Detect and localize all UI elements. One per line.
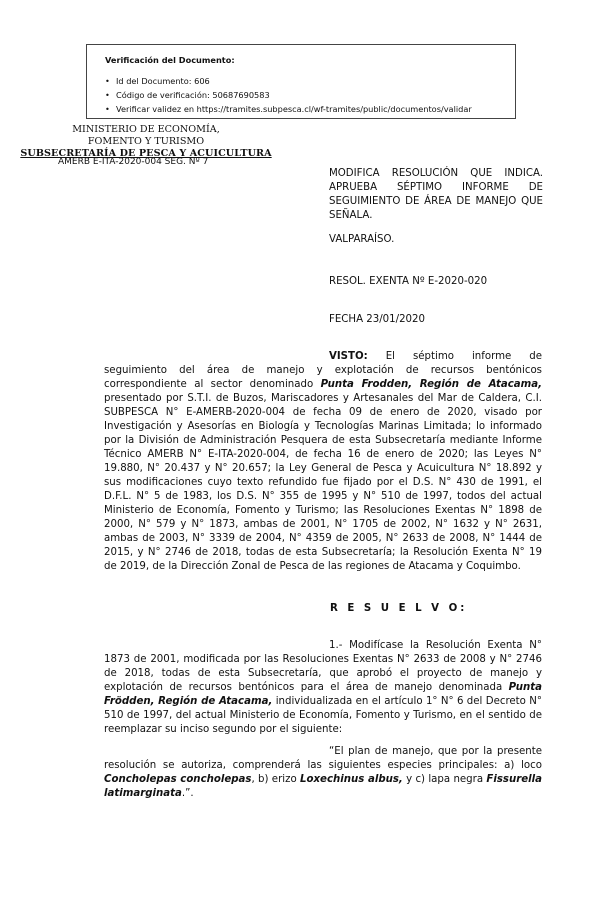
- visto-text-1: El séptimo informe de seguimiento del área de manejo y explotación de recursos bentónicos correspondiente al sector denominado: [104, 351, 542, 390]
- subsecretaria-name: SUBSECRETARÍA DE PESCA Y ACUICULTURA: [20, 148, 272, 159]
- visto-place: Punta Frodden, Región de Atacama,: [320, 379, 542, 390]
- species-loco: Concholepas concholepas: [104, 774, 252, 785]
- verification-link[interactable]: • Verificar validez en https://tramites.subpesca.cl/wf-tramites/public/documentos/validar: [105, 102, 515, 116]
- verification-list: [105, 74, 515, 116]
- visto-text-2: presentado por S.T.I. de Buzos, Mariscadores y Artesanales del Mar de Caldera, C.I. SUBPESCA N° E-AMERB-2020-004 de fecha 09 de enero de 2020, visado por Investigación y Asesorías en Biología y Tecnologías Marinas Limitada; lo informado por la División de Administración Pesquera de esta Subsecretaría mediante Informe Técnico AMERB N° E-ITA-2020-004, de fecha 16 de enero de 2020; las Leyes N° 19.880, N° 20.437 y N° 20.657; la Ley General de Pesca y Acuicultura N° 18.892 y sus modificaciones cuyo texto refundido fue fijado por el D.S. N° 430 de 1991, el D.F.L. N° 5 de 1983, los D.S. N° 355 de 1995 y N° 510 de 1997, todos del actual Ministerio de Economía, Fomento y Turismo; las Resoluciones Exentas N° 1898 de 2000, N° 579 y N° 1873, ambas de 2001, N° 1705 de 2002, N° 1632 y N° 2631, ambas de 2003, N° 3339 de 2004, N° 4359 de 2005, N° 2633 de 2008, N° 1444 de 2015, y N° 2746 de 2018, todas de esta Subsecretaría; la Resolución Exenta N° 19 de 2019, de la Dirección Zonal de Pesca de las regiones de Atacama y Coquimbo.: [104, 393, 542, 572]
- article-1-place: Punta Frödden, Región de Atacama,: [104, 682, 542, 707]
- ministry-header: [20, 124, 272, 160]
- resolution-date: FECHA 23/01/2020: [329, 314, 425, 325]
- quote-text-1: “El plan de manejo, que por la presente resolución se autoriza, comprenderá las siguientes especies principales: a) loco: [104, 746, 542, 771]
- article-1-text-1: 1.- Modifícase la Resolución Exenta N° 1873 de 2001, modificada por las Resoluciones Exentas N° 2633 de 2008 y N° 2746 de 2018, todas de esta Subsecretaría, que aprobó el proyecto de manejo y explotación de recursos bentónicos para el área de manejo denominada: [104, 640, 542, 693]
- ministry-line2: FOMENTO Y TURISMO: [87, 136, 205, 147]
- quote-text-3: y c) lapa negra: [402, 774, 487, 785]
- resolution-number: RESOL. EXENTA Nº E-2020-020: [329, 276, 488, 287]
- species-lapa: Fissurella latimarginata: [104, 774, 543, 799]
- document-id: • Id del Documento: 606: [105, 74, 515, 88]
- verification-box: [86, 44, 516, 119]
- ministry-line1: MINISTERIO DE ECONOMÍA,: [72, 124, 220, 135]
- city: VALPARAÍSO.: [329, 234, 395, 245]
- amerb-reference: AMERB E-ITA-2020-004 SEG. Nº 7: [58, 157, 209, 167]
- visto-paragraph: [104, 350, 542, 574]
- visto-label: VISTO:: [329, 351, 368, 362]
- resuelvo-heading: R E S U E L V O:: [330, 603, 468, 614]
- article-1-paragraph: [104, 639, 542, 737]
- quote-text-4: .”.: [181, 788, 194, 799]
- verification-title: Verificación del Documento:: [105, 55, 235, 65]
- species-erizo: Loxechinus albus,: [300, 774, 403, 785]
- article-1-text-2: individualizada en el artículo 1° N° 6 del Decreto N° 510 de 1997, del actual Ministerio de Economía, Fomento y Turismo, en el sentido de reemplazar su inciso segundo por el siguiente:: [104, 696, 542, 735]
- verification-code: • Código de verificación: 50687690583: [105, 88, 515, 102]
- resolution-subject: MODIFICA RESOLUCIÓN QUE INDICA. APRUEBA SÉPTIMO INFORME DE SEGUIMIENTO DE ÁREA DE MANEJO QUE SEÑALA.: [329, 168, 543, 221]
- quote-paragraph: [104, 745, 542, 801]
- quote-text-2: , b) erizo: [251, 774, 300, 785]
